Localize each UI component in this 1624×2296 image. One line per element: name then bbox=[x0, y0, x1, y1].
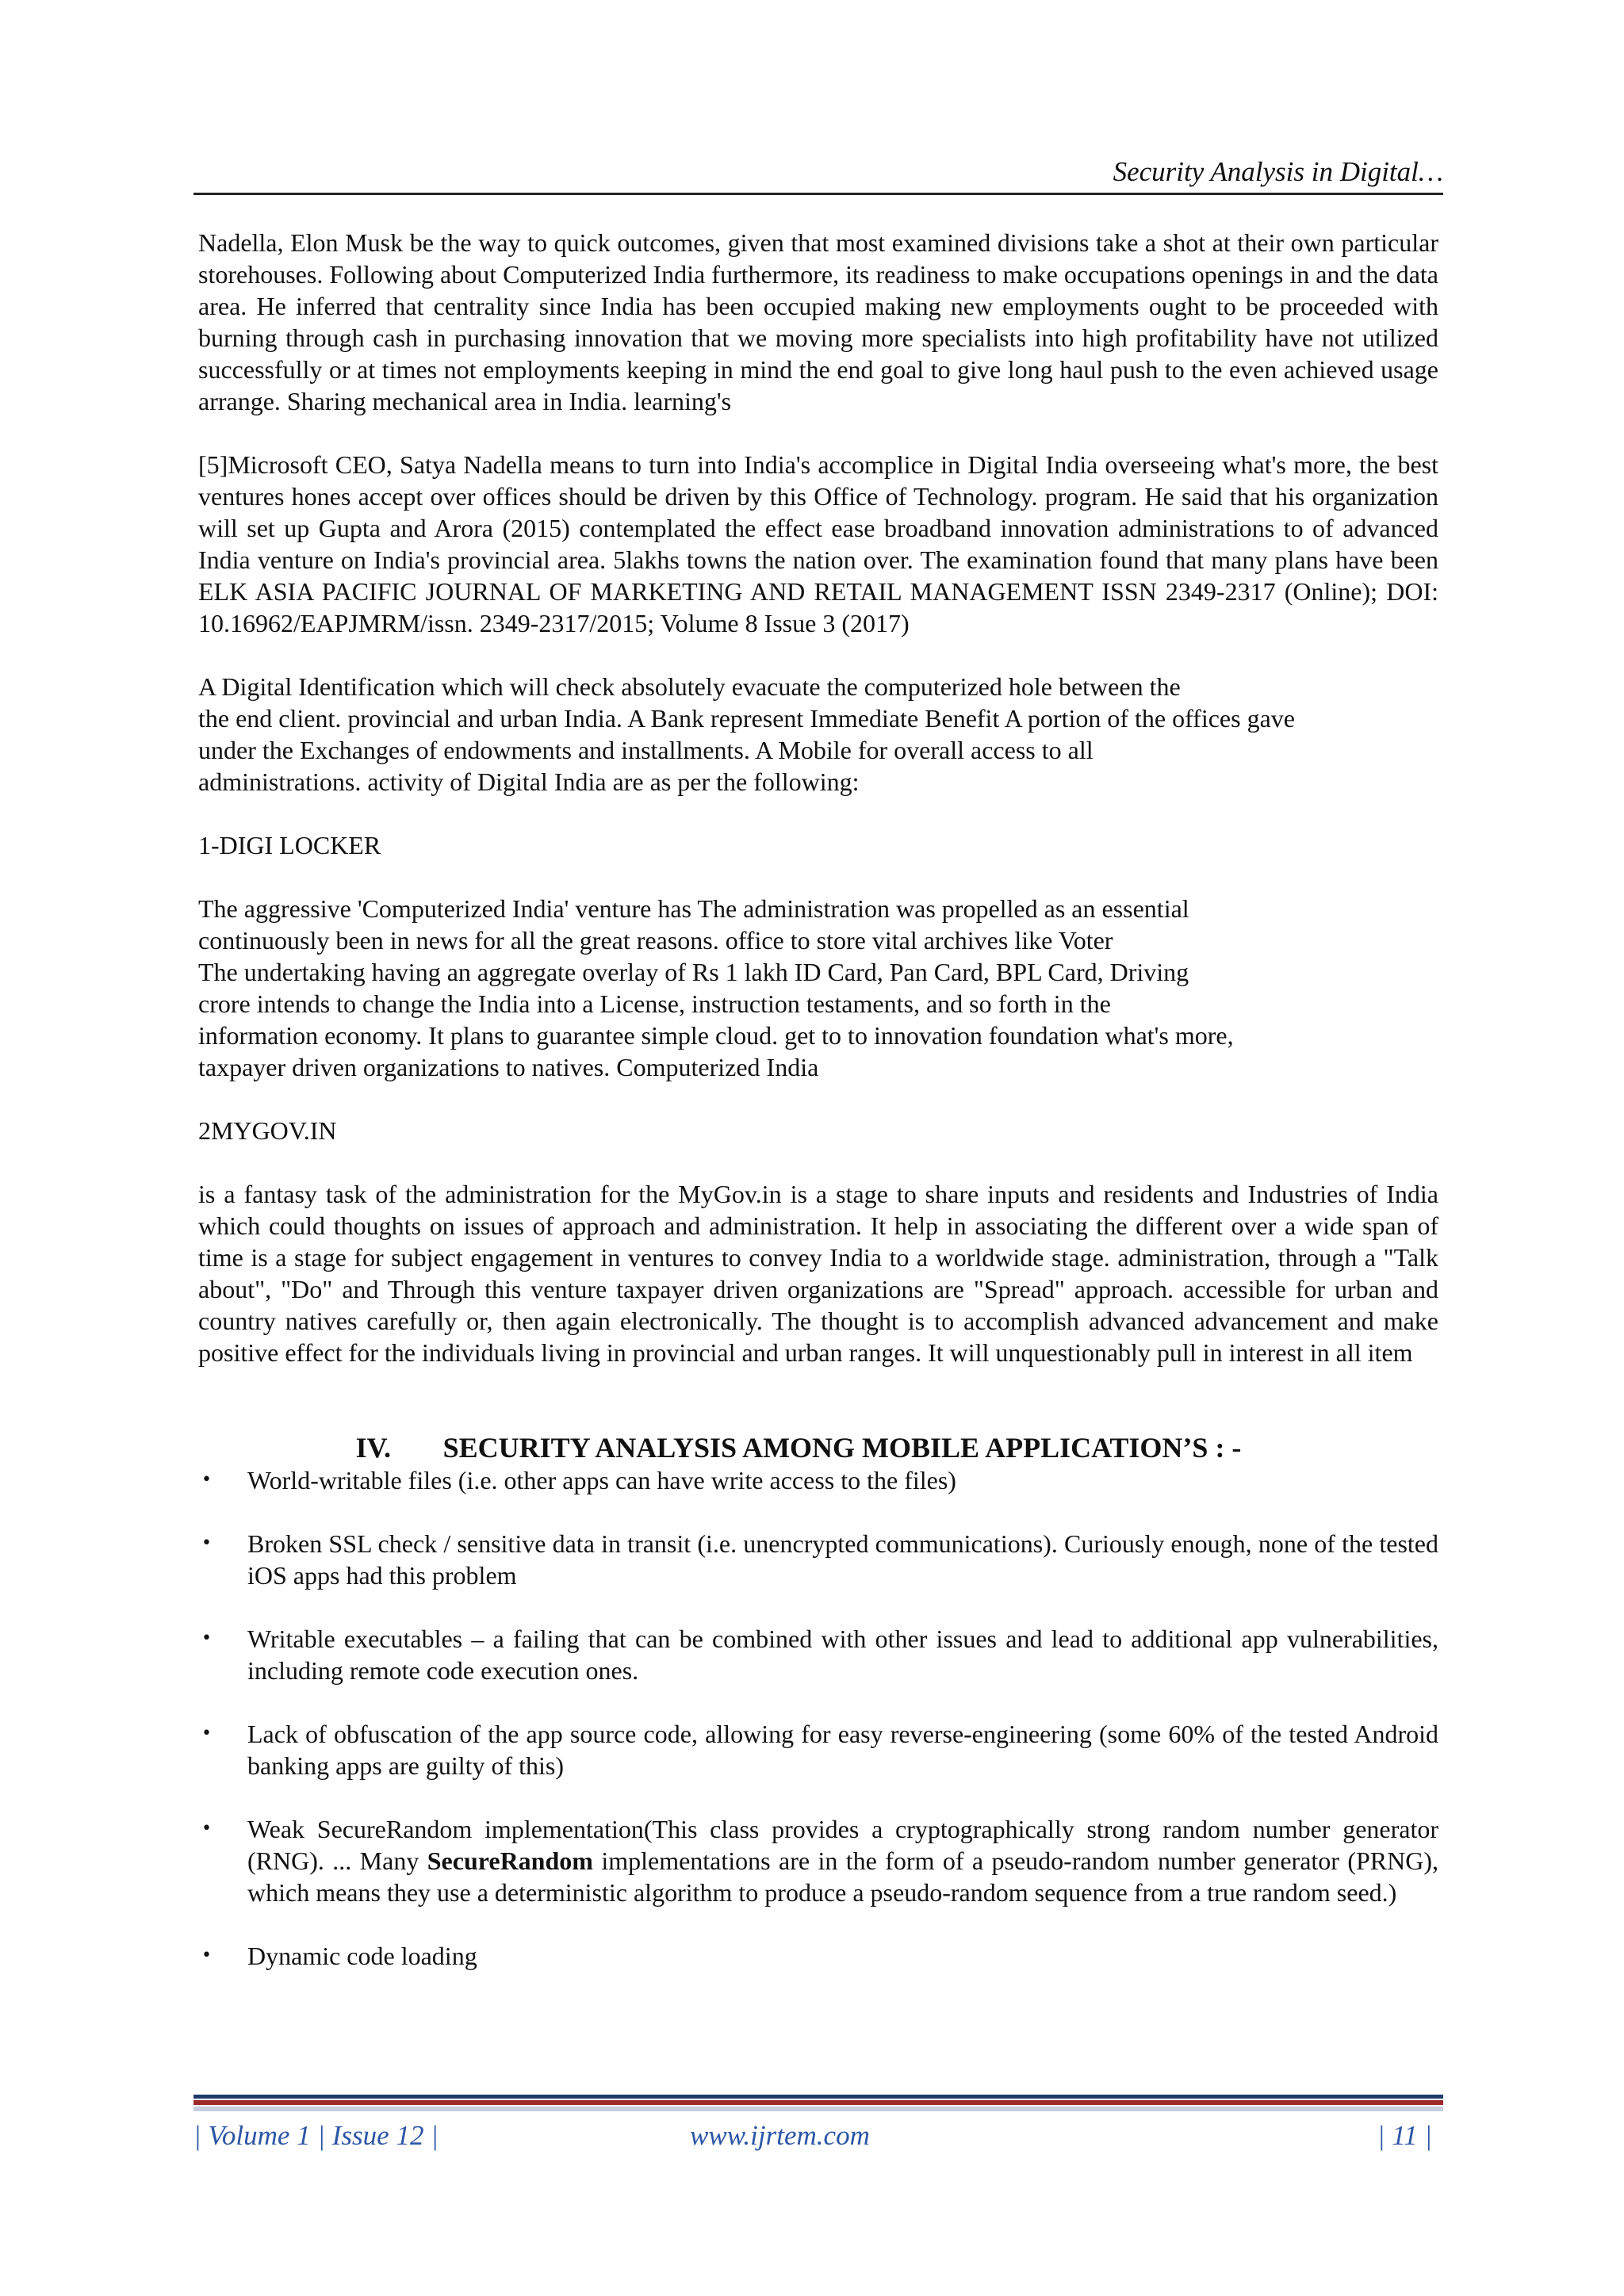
text-run: implementations are in the form of a pseudo-random number generator (PRNG), which means they use a deterministic algorithm to produce a pseudo-random sequence from a true random seed.) bbox=[247, 1846, 1439, 1907]
bullet-icon: • bbox=[201, 1819, 212, 1839]
bullet-icon: • bbox=[201, 1724, 212, 1743]
footer-band-light bbox=[193, 2107, 1443, 2111]
running-header-title: Security Analysis in Digital… bbox=[1113, 156, 1443, 187]
paragraph-nadella: Nadella, Elon Musk be the way to quick outcomes, given that most examined divisions take a shot at their own particular storehouses. Following about Computerized India furthermore, its readiness to make occupations openings in and the data area. He inferred that centrality since India has been occupied making new employments ought to be proceeded with burning through cash in purchasing innovation that we moving more specialists into high profitability have not utilized successfully or at times not employments keeping in mind the end goal to give long haul push to the even achieved usage arrange. Sharing mechanical area in India. learning's bbox=[198, 228, 1438, 415]
paragraph-digi-locker bbox=[198, 893, 1438, 1083]
page-footer bbox=[193, 2117, 1443, 2155]
text-line: continuously been in news for all the great reasons. office to store vital archives like Voter bbox=[198, 926, 1113, 955]
list-item-text: Writable executables – a failing that can be combined with other issues and lead to additional app vulnerabilities, including remote code execution ones. bbox=[247, 1624, 1438, 1685]
section-number: IV. bbox=[355, 1432, 391, 1464]
subheading-digi-locker: 1-DIGI LOCKER bbox=[198, 831, 381, 859]
footer-band-navy bbox=[193, 2095, 1443, 2099]
text-line: crore intends to change the India into a License, instruction testaments, and so forth in the bbox=[198, 989, 1111, 1018]
footer-volume-issue: | Volume 1 | Issue 12 | bbox=[193, 2120, 439, 2151]
text-line: under the Exchanges of endowments and installments. A Mobile for overall access to all bbox=[198, 736, 1094, 764]
footer-page-number: | 11 | bbox=[1377, 2120, 1432, 2151]
footer-band-red bbox=[193, 2100, 1443, 2105]
list-item bbox=[198, 1464, 1438, 1496]
list-item bbox=[198, 1718, 1438, 1781]
text-line: the end client. provincial and urban India. A Bank represent Immediate Benefit A portion of the offices gave bbox=[198, 704, 1295, 733]
text-line: administrations. activity of Digital India are as per the following: bbox=[198, 767, 860, 796]
bullet-icon: • bbox=[201, 1470, 212, 1490]
text-run: Weak SecureRandom implementation(This class provides a cryptographically strong random number generator (RNG). ... Many bbox=[247, 1815, 1438, 1875]
paragraph-digital-identification bbox=[198, 671, 1438, 798]
paragraph-mygov: is a fantasy task of the administration for the MyGov.in is a stage to share inputs and residents and Industries of India which could thoughts on issues of approach and administration. It help in associating the different over a wide span of time is a stage for subject engagement in ventures to convey India to a worldwide stage. administration, through a "Talk about", "Do" and Through this venture taxpayer driven organizations are "Spread" approach. accessible for urban and country natives carefully or, then again electronically. The thought is to accomplish advanced advancement and make positive effect for the individuals living in provincial and urban ranges. It will unquestionably pull in interest in all item bbox=[198, 1180, 1438, 1367]
header-rule bbox=[193, 193, 1443, 195]
footer-rule-bands bbox=[193, 2095, 1443, 2111]
text-line: taxpayer driven organizations to natives. Computerized India bbox=[198, 1053, 819, 1081]
text-line: information economy. It plans to guarantee simple cloud. get to to innovation foundation what's more, bbox=[198, 1021, 1234, 1050]
bullet-icon: • bbox=[201, 1533, 212, 1553]
bold-term: SecureRandom bbox=[427, 1846, 593, 1875]
list-item bbox=[198, 1528, 1438, 1591]
text-line: A Digital Identification which will check absolutely evacuate the computerized hole between the bbox=[198, 672, 1181, 701]
section-title: SECURITY ANALYSIS AMONG MOBILE APPLICATION’S : - bbox=[442, 1432, 1242, 1464]
subheading-mygov: 2MYGOV.IN bbox=[198, 1116, 337, 1145]
list-item bbox=[198, 1813, 1438, 1908]
paragraph-microsoft-ceo: [5]Microsoft CEO, Satya Nadella means to turn into India's accomplice in Digital India overseeing what's more, the best ventures hones accept over offices should be driven by this Office of Technology. program. He said that his organization will set up Gupta and Arora (2015) contemplated the effect ease broadband innovation administrations to of advanced India venture on India's provincial area. 5lakhs towns the nation over. The examination found that many plans have been ELK ASIA PACIFIC JOURNAL OF MARKETING AND RETAIL MANAGEMENT ISSN 2349-2317 (Online); DOI: 10.16962/EAPJMRM/issn. 2349-2317/2015; Volume 8 Issue 3 (2017) bbox=[198, 450, 1438, 637]
list-item-text: Broken SSL check / sensitive data in transit (i.e. unencrypted communications). Curiously enough, none of the tested iOS apps had this problem bbox=[247, 1529, 1438, 1590]
list-item bbox=[198, 1940, 1438, 1972]
bullet-icon: • bbox=[201, 1946, 212, 1965]
text-line: The undertaking having an aggregate overlay of Rs 1 lakh ID Card, Pan Card, BPL Card, Driving bbox=[198, 958, 1189, 986]
list-item-text: World-writable files (i.e. other apps can have write access to the files) bbox=[247, 1466, 956, 1494]
list-item-text: Dynamic code loading bbox=[247, 1942, 477, 1970]
footer-website-link[interactable]: www.ijrtem.com bbox=[690, 2120, 870, 2151]
text-line: The aggressive 'Computerized India' venture has The administration was propelled as an essential bbox=[198, 894, 1189, 923]
list-item-text bbox=[247, 1815, 1438, 1907]
security-issue-list bbox=[198, 1464, 1438, 1972]
list-item bbox=[198, 1623, 1438, 1686]
bullet-icon: • bbox=[201, 1628, 212, 1648]
section-heading bbox=[198, 1431, 1438, 1464]
list-item-text: Lack of obfuscation of the app source code, allowing for easy reverse-engineering (some 60% of the tested Android banking apps are guilty of this) bbox=[247, 1720, 1438, 1780]
page-body bbox=[198, 227, 1438, 2003]
